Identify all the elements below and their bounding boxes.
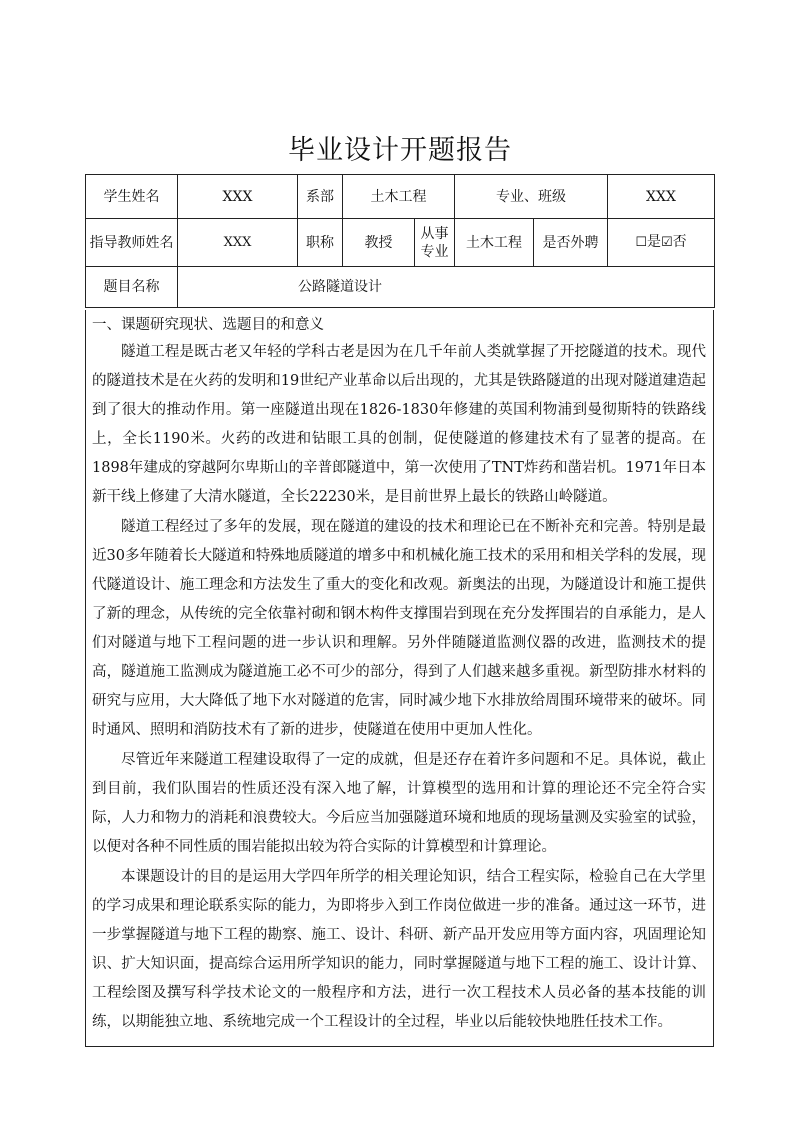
student-name-label: 学生姓名 <box>86 175 178 219</box>
topic-value: 公路隧道设计 <box>178 267 715 308</box>
external-yes-label: 是 <box>647 234 661 250</box>
external-yes-checkbox[interactable]: ☐ <box>635 235 647 250</box>
info-table <box>85 174 715 308</box>
advisor-name-value: XXX <box>178 219 298 267</box>
department-value: 土木工程 <box>343 175 455 219</box>
external-label: 是否外聘 <box>534 219 608 267</box>
info-row-advisor <box>86 219 715 267</box>
research-section <box>85 310 714 1047</box>
advisor-name-label: 指导教师姓名 <box>86 219 178 267</box>
title-label: 职称 <box>298 219 343 267</box>
paragraph: 尽管近年来隧道工程建设取得了一定的成就，但是还存在着许多问题和不足。具体说，截止到目前，我们队围岩的性质还没有深入地了解，计算模型的选用和计算的理论还不完全符合实际，人力和物力的消耗和浪费较大。今后应当加强隧道环境和地质的现场量测及实验室的试验，以便对各种不同性质的围岩能拟出较为符合实际的计算模型和计算理论。 <box>92 752 706 855</box>
major-class-value: XXX <box>608 175 715 219</box>
section-body <box>92 338 706 1038</box>
field-value: 土木工程 <box>455 219 534 267</box>
major-class-label: 专业、班级 <box>455 175 608 219</box>
section-heading: 一、课题研究现状、选题目的和意义 <box>92 317 324 333</box>
paragraph: 隧道工程经过了多年的发展，现在隧道的建设的技术和理论已在不断补充和完善。特别是最近30多年随着长大隧道和特殊地质隧道的增多中和机械化施工技术的采用和相关学科的发展，现代隧道设计、施工理念和方法发生了重大的变化和改观。新奥法的出现，为隧道设计和施工提供了新的理念，从传统的完全依靠衬砌和钢木构件支撑围岩到现在充分发挥围岩的自承能力，是人们对隧道与地下工程问题的进一步认识和理解。另外伴随隧道监测仪器的改进，监测技术的提高，隧道施工监测成为隧道施工必不可少的部分，得到了人们越来越多重视。新型防排水材料的研究与应用，大大降低了地下水对隧道的危害，同时减少地下水排放给周围环境带来的破坏。同时通风、照明和消防技术有了新的进步，使隧道在使用中更加人性化。 <box>92 519 706 738</box>
external-no-checkbox[interactable]: ☑ <box>661 235 673 250</box>
topic-label: 题目名称 <box>86 267 178 308</box>
paragraph: 本课题设计的目的是运用大学四年所学的相关理论知识，结合工程实际，检验自己在大学里的学习成果和理论联系实际的能力，为即将步入到工作岗位做进一步的准备。通过这一环节，进一步掌握隧道与地下工程的勘察、施工、设计、科研、新产品开发应用等方面内容，巩固理论知识、扩大知识面，提高综合运用所学知识的能力，同时掌握隧道与地下工程的施工、设计计算、工程绘图及撰写科学技术论文的一般程序和方法，进行一次工程技术人员必备的基本技能的训练，以期能独立地、系统地完成一个工程设计的全过程，毕业以后能较快地胜任技术工作。 <box>92 869 706 1030</box>
external-options <box>608 219 715 267</box>
info-row-topic <box>86 267 715 308</box>
info-row-student <box>86 175 715 219</box>
student-name-value: XXX <box>178 175 298 219</box>
field-label: 从事专业 <box>415 219 455 267</box>
external-no-label: 否 <box>672 234 687 250</box>
document-title: 毕业设计开题报告 <box>288 135 512 166</box>
paragraph: 隧道工程是既古老又年轻的学科古老是因为在几千年前人类就掌握了开挖隧道的技术。现代的隧道技术是在火药的发明和19世纪产业革命以后出现的，尤其是铁路隧道的出现对隧道建造起到了很大的推动作用。第一座隧道出现在1826-1830年修建的英国利物浦到曼彻斯特的铁路线上，全长1190米。火药的改进和钻眼工具的创制，促使隧道的修建技术有了显著的提高。在1898年建成的穿越阿尔卑斯山的辛普郎隧道中，第一次使用了TNT炸药和凿岩机。1971年日本新干线上修建了大清水隧道，全长22230米，是目前世界上最长的铁路山岭隧道。 <box>92 344 706 505</box>
title-value: 教授 <box>343 219 415 267</box>
department-label: 系部 <box>298 175 343 219</box>
